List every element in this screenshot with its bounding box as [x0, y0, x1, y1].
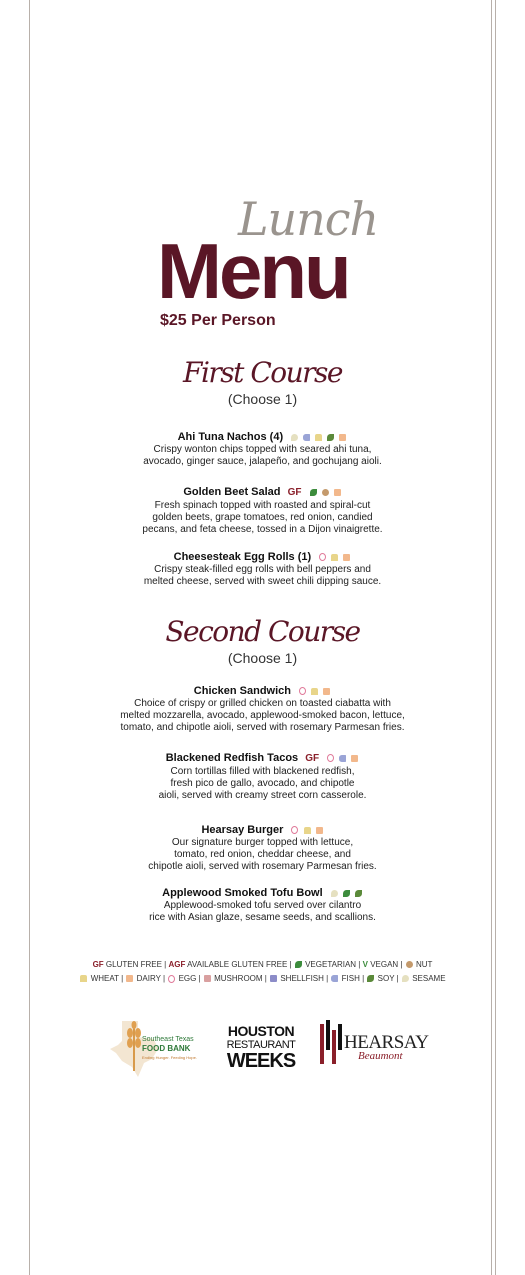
egg-icon — [168, 975, 175, 983]
item-desc-line: Applewood-smoked tofu served over cilantro — [163, 900, 362, 912]
menu-item-blackened-redfish-tacos — [0, 751, 525, 802]
first-course-choose: (Choose 1) — [227, 390, 298, 407]
item-desc-line: Corn tortillas filled with blackened redfish, — [170, 766, 355, 777]
allergen-icons — [298, 684, 331, 698]
egg-icon — [327, 754, 334, 762]
item-desc-line: rice with Asian glaze, sesame seeds, and scallions. — [149, 912, 376, 924]
fish-icon — [303, 434, 310, 441]
item-desc-line: tomato, and chipotle aioli, served with rosemary Parmesan fries. — [120, 722, 405, 734]
soy-icon — [367, 975, 374, 982]
title-lunch: Lunch — [238, 192, 379, 246]
second-course-choose: (Choose 1) — [227, 649, 298, 666]
vegetarian-icon — [310, 489, 317, 496]
item-name: Ahi Tuna Nachos (4) — [177, 431, 284, 443]
item-desc-line: Our signature burger topped with lettuce, — [171, 837, 354, 849]
legend-agf-code: AGF — [168, 960, 186, 969]
second-course-title: Second Course — [165, 615, 360, 648]
gf-badge: GF — [287, 487, 302, 498]
soy-icon — [327, 434, 334, 441]
item-name: Applewood Smoked Tofu Bowl — [162, 887, 323, 899]
foodbank-logo — [108, 1015, 204, 1081]
vegetarian-icon — [343, 890, 350, 897]
sesame-icon — [291, 434, 298, 441]
wheat-icon — [304, 827, 311, 834]
legend-vegetarian-label: VEGETARIAN — [305, 960, 357, 969]
wheat-icon — [80, 975, 87, 982]
legend-nut-label: NUT — [415, 960, 433, 969]
first-course-header — [0, 358, 525, 407]
item-name: Chicken Sandwich — [193, 685, 291, 697]
sesame-icon — [402, 975, 409, 982]
mushroom-icon — [204, 975, 211, 982]
item-desc-line: tomato, red onion, cheddar cheese, and — [174, 849, 351, 861]
legend-shellfish-label: SHELLFISH — [280, 974, 324, 983]
item-desc-line: golden beets, grape tomatoes, red onion, candied — [152, 512, 373, 523]
egg-icon — [299, 687, 306, 695]
wheat-icon — [315, 434, 322, 441]
legend-vegan-code: V — [362, 960, 368, 969]
title-menu: Menu — [157, 227, 349, 315]
hrw-line1: HOUSTON — [227, 1023, 295, 1039]
wheat-icon — [311, 688, 318, 695]
menu-item-cheesesteak-egg-rolls — [0, 550, 525, 588]
item-desc-line: Fresh spinach topped with roasted and spiral-cut — [154, 500, 371, 511]
allergen-icons — [290, 823, 323, 837]
gf-badge: GF — [305, 753, 320, 764]
menu-item-hearsay-burger — [0, 823, 525, 873]
hearsay-sub: Beaumont — [358, 1050, 403, 1062]
hearsay-logo — [318, 1020, 429, 1070]
dairy-icon — [343, 554, 350, 561]
legend-agf-label: AVAILABLE GLUTEN FREE — [187, 960, 288, 969]
allergen-icons — [309, 485, 342, 499]
item-name: Hearsay Burger — [201, 824, 284, 836]
dairy-icon — [126, 975, 133, 982]
allergen-legend-line1: GF GLUTEN FREE | AGF AVAILABLE GLUTEN FREE | VEGETARIAN | V VEGAN | NUT — [92, 960, 433, 969]
allergen-icons — [290, 430, 347, 444]
item-desc-line: chipotle aioli, served with rosemary Parmesan fries. — [148, 861, 377, 873]
wheat-icon — [331, 554, 338, 561]
item-name: Golden Beet Salad — [183, 486, 281, 498]
soy-icon — [355, 890, 362, 897]
dairy-icon — [316, 827, 323, 834]
allergen-legend-line2: WHEAT | DAIRY | EGG | MUSHROOM | SHELLFISH | FISH | SOY | SESAME — [0, 972, 525, 986]
item-desc-line: Crispy steak-filled egg rolls with bell peppers and — [154, 564, 371, 576]
allergen-icons — [326, 751, 359, 765]
nut-icon — [406, 961, 413, 968]
first-course-title: First Course — [183, 356, 342, 389]
item-desc-line: avocado, ginger sauce, jalapeño, and gochujang aioli. — [143, 456, 382, 468]
item-name: Blackened Redfish Tacos — [165, 752, 299, 764]
allergen-icons — [318, 550, 351, 564]
dairy-icon — [334, 489, 341, 496]
legend-gf-code: GF — [92, 960, 104, 969]
legend-sesame-label: SESAME — [412, 974, 446, 983]
hrw-line2: RESTAURANT — [226, 1039, 296, 1051]
item-desc-line: aioli, served with creamy street corn casserole. — [158, 790, 367, 801]
shellfish-icon — [270, 975, 277, 982]
legend-soy-label: SOY — [377, 974, 395, 983]
legend-dairy-label: DAIRY — [136, 974, 161, 983]
item-name: Cheesesteak Egg Rolls (1) — [173, 551, 312, 563]
vegetarian-icon — [295, 961, 302, 968]
legend-gf-label: GLUTEN FREE — [105, 960, 162, 969]
dairy-icon — [339, 434, 346, 441]
foodbank-line2: FOOD BANK — [142, 1044, 191, 1053]
fish-icon — [331, 975, 338, 982]
menu-item-tofu-bowl — [0, 886, 525, 924]
hearsay-name: HEARSAY — [344, 1032, 429, 1053]
legend-fish-label: FISH — [341, 974, 360, 983]
menu-item-chicken-sandwich — [0, 684, 525, 734]
price-per-person: $25 Per Person — [160, 312, 276, 329]
item-desc-line: melted cheese, served with sweet chili dipping sauce. — [143, 576, 382, 588]
legend-wheat-label: WHEAT — [90, 974, 119, 983]
item-desc-line: fresh pico de gallo, avocado, and chipotle — [170, 778, 355, 789]
second-course-header — [0, 617, 525, 666]
houston-restaurant-weeks-logo — [220, 1024, 302, 1072]
egg-icon — [319, 553, 326, 561]
menu-item-golden-beet-salad — [0, 485, 525, 536]
fish-icon — [339, 755, 346, 762]
dairy-icon — [323, 688, 330, 695]
hrw-line3: WEEKS — [226, 1050, 296, 1072]
allergen-icons — [330, 886, 363, 900]
menu-item-ahi-tuna-nachos — [0, 430, 525, 468]
item-desc-line: melted mozzarella, avocado, applewood-smoked bacon, lettuce, — [120, 710, 405, 722]
hearsay-bars-icon — [318, 1020, 344, 1066]
sesame-icon — [331, 890, 338, 897]
item-desc-line: Crispy wonton chips topped with seared ahi tuna, — [153, 444, 372, 456]
egg-icon — [291, 826, 298, 834]
foodbank-line3: Ending Hunger. Feeding Hope. — [142, 1055, 197, 1060]
legend-egg-label: EGG — [178, 974, 197, 983]
legend-vegan-label: VEGAN — [370, 960, 399, 969]
nut-icon — [322, 489, 329, 496]
foodbank-line1: Southeast Texas — [142, 1036, 194, 1043]
legend-mushroom-label: MUSHROOM — [214, 974, 263, 983]
dairy-icon — [351, 755, 358, 762]
item-desc-line: Choice of crispy or grilled chicken on toasted ciabatta with — [134, 698, 391, 710]
item-desc-line: pecans, and feta cheese, tossed in a Dijon vinaigrette. — [142, 524, 383, 535]
